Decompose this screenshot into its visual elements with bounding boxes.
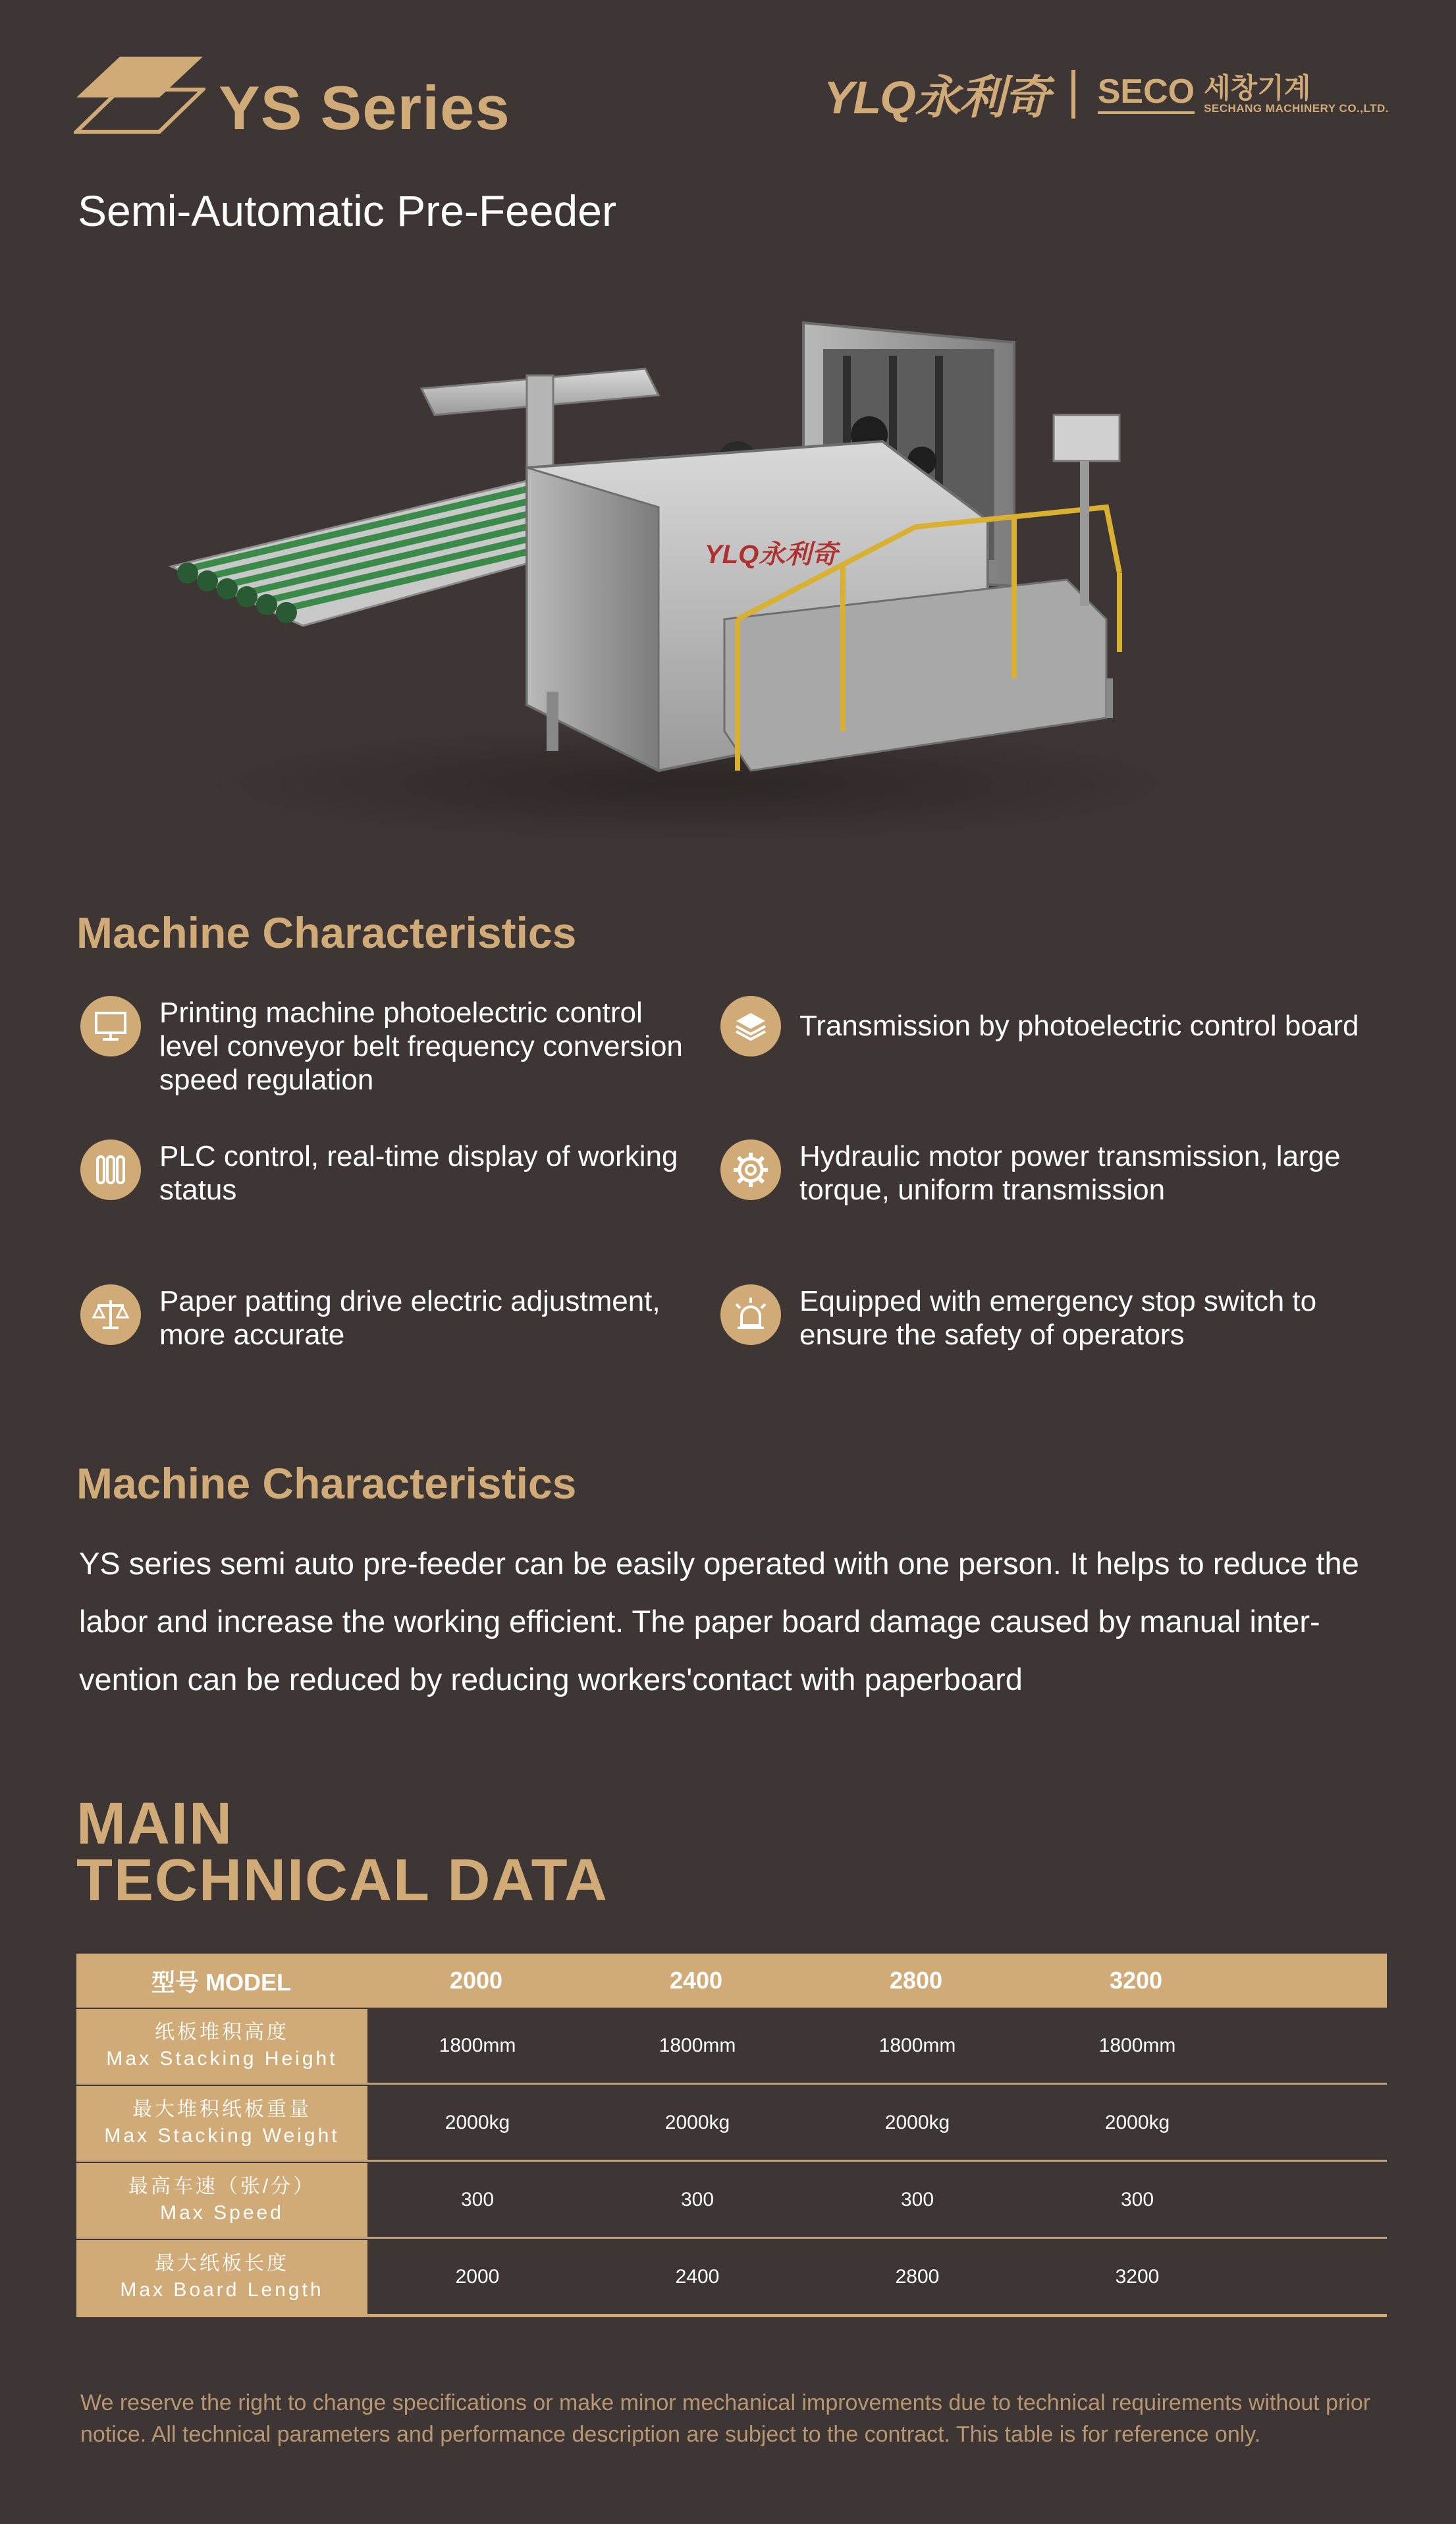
seco-english-name: SECHANG MACHINERY CO.,LTD. <box>1204 101 1389 115</box>
characteristics-title: Machine Characteristics <box>76 908 577 957</box>
table-cell: 300 <box>1120 2189 1154 2210</box>
ylq-logo: YLQ永利奇 <box>823 72 1049 123</box>
table-cell: 2000 <box>455 2266 500 2288</box>
table-header-row <box>76 1954 1387 2008</box>
table-row <box>76 2240 1387 2317</box>
feature-text: Transmission by photoelectric control board <box>799 1010 1359 1042</box>
row-label <box>76 2163 367 2237</box>
model-column-header: 2000 <box>449 1967 503 1994</box>
row-label-en: Max Stacking Height <box>106 2048 338 2070</box>
row-label-en: Max Board Length <box>120 2279 324 2301</box>
machine-illustration <box>158 310 1238 850</box>
table-cell: 1800mm <box>878 2035 956 2056</box>
table-cell: 2000kg <box>884 2112 950 2133</box>
monitor-icon <box>80 996 141 1056</box>
series-logo-mark <box>74 51 205 137</box>
description-text: YS series semi auto pre-feeder can be easily operated with one person. It helps to reduce the labor and increase the working efficient. The paper board damage caused by manual inter-vention can be reduced by reducing workers'contact with paperboard <box>79 1546 1359 1697</box>
feature-item <box>720 1284 1386 1352</box>
feature-text: Paper patting drive electric adjustment, more accurate <box>159 1285 661 1351</box>
model-column-header: 2400 <box>669 1967 723 1994</box>
feature-item <box>80 1284 706 1352</box>
row-label <box>76 2240 367 2314</box>
tech-title-line1: MAIN <box>76 1791 233 1857</box>
row-label <box>76 2009 367 2083</box>
tech-data-title <box>76 1791 608 1913</box>
model-header: 型号 MODEL <box>151 1968 291 1996</box>
feature-text: Equipped with emergency stop switch to ensure the safety of operators <box>799 1285 1317 1351</box>
description-title: Machine Characteristics <box>76 1459 577 1508</box>
table-row <box>76 2009 1387 2085</box>
brand-divider <box>1071 70 1075 119</box>
table-cell: 2000kg <box>664 2112 730 2133</box>
feature-text: Printing machine photoelectric control level conveyor belt frequency conversion speed regulation <box>159 997 683 1096</box>
table-cell: 1800mm <box>439 2035 516 2056</box>
tech-data-table <box>76 1954 1387 2317</box>
scale-icon <box>80 1284 141 1345</box>
alarm-light-icon <box>720 1284 781 1345</box>
row-label-cn: 纸板堆积高度 <box>155 2021 289 2043</box>
disclaimer-note: We reserve the right to change specifications or make minor mechanical improvements due to technical requirements without prior notice. All technical parameters and performance description are subject to the contract. This table is for reference only. <box>80 2390 1371 2447</box>
feature-item <box>80 996 706 1097</box>
feature-item <box>80 1139 706 1207</box>
model-column-header: 2800 <box>889 1967 943 1994</box>
table-cell: 2400 <box>675 2266 720 2288</box>
machine-brand-label: YLQ永利奇 <box>705 540 838 569</box>
table-cell: 300 <box>900 2189 934 2210</box>
table-cell: 300 <box>460 2189 495 2210</box>
plc-chain-icon <box>80 1139 141 1200</box>
table-cell: 2800 <box>895 2266 940 2288</box>
model-column-header: 3200 <box>1109 1967 1163 1994</box>
row-label-cn: 最高车速（张/分） <box>128 2176 316 2197</box>
row-label-cn: 最大纸板长度 <box>155 2253 289 2274</box>
row-label-cn: 最大堆积纸板重量 <box>132 2099 311 2120</box>
feature-text: PLC control, real-time display of working status <box>159 1140 678 1206</box>
table-cell: 2000kg <box>445 2112 510 2133</box>
feature-text: Hydraulic motor power transmission, large torque, uniform transmission <box>799 1140 1341 1206</box>
table-row <box>76 2086 1387 2162</box>
tech-title-line2: TECHNICAL DATA <box>76 1848 608 1913</box>
feature-item <box>720 1139 1379 1207</box>
brand-logos <box>824 61 1389 127</box>
table-cell: 1800mm <box>659 2035 736 2056</box>
seco-korean-name: 세창기계 <box>1204 72 1311 103</box>
page-subtitle: Semi-Automatic Pre-Feeder <box>78 186 616 235</box>
row-label-en: Max Speed <box>160 2202 284 2224</box>
feature-item <box>720 996 1379 1056</box>
gear-icon <box>720 1139 781 1200</box>
table-cell: 2000kg <box>1104 2112 1170 2133</box>
table-row <box>76 2163 1387 2239</box>
row-label-en: Max Stacking Weight <box>104 2125 340 2147</box>
series-title: YS Series <box>219 73 510 142</box>
row-label <box>76 2086 367 2160</box>
table-cell: 300 <box>680 2189 715 2210</box>
seco-logo <box>1098 74 1389 115</box>
table-cell: 3200 <box>1115 2266 1160 2288</box>
layers-icon <box>720 996 781 1056</box>
table-cell: 1800mm <box>1098 2035 1176 2056</box>
seco-logo-text: SECO <box>1098 74 1195 114</box>
